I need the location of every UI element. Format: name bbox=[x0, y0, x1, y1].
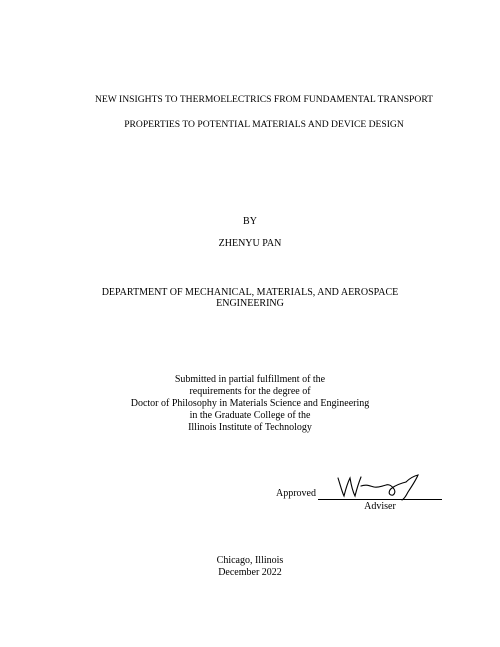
submission-line-5: Illinois Institute of Technology bbox=[188, 422, 312, 433]
adviser-signature bbox=[334, 472, 424, 502]
submission-line-1: Submitted in partial fulfillment of the bbox=[174, 374, 326, 385]
author-name: ZHENYU PAN bbox=[218, 238, 282, 249]
adviser-label: Adviser bbox=[364, 501, 396, 512]
approval-block bbox=[276, 470, 456, 520]
thesis-title-line-1: NEW INSIGHTS TO THERMOELECTRICS FROM FUNDAMENTAL TRANSPORT bbox=[94, 94, 434, 105]
submission-date: December 2022 bbox=[218, 567, 282, 578]
submission-line-3: Doctor of Philosophy in Materials Science and Engineering bbox=[130, 398, 370, 409]
location-date-block bbox=[0, 555, 500, 579]
submission-statement bbox=[0, 374, 500, 434]
signature-line bbox=[318, 499, 442, 500]
approved-label: Approved bbox=[276, 488, 316, 499]
department-line-1: DEPARTMENT OF MECHANICAL, MATERIALS, AND AEROSPACE bbox=[101, 287, 399, 298]
thesis-title-line-2: PROPERTIES TO POTENTIAL MATERIALS AND DEVICE DESIGN bbox=[124, 119, 404, 130]
submission-line-4: in the Graduate College of the bbox=[189, 410, 311, 421]
location-place: Chicago, Illinois bbox=[216, 555, 284, 566]
department-line-2: ENGINEERING bbox=[216, 298, 284, 309]
by-label: BY bbox=[243, 216, 257, 227]
submission-line-2: requirements for the degree of bbox=[189, 386, 311, 397]
